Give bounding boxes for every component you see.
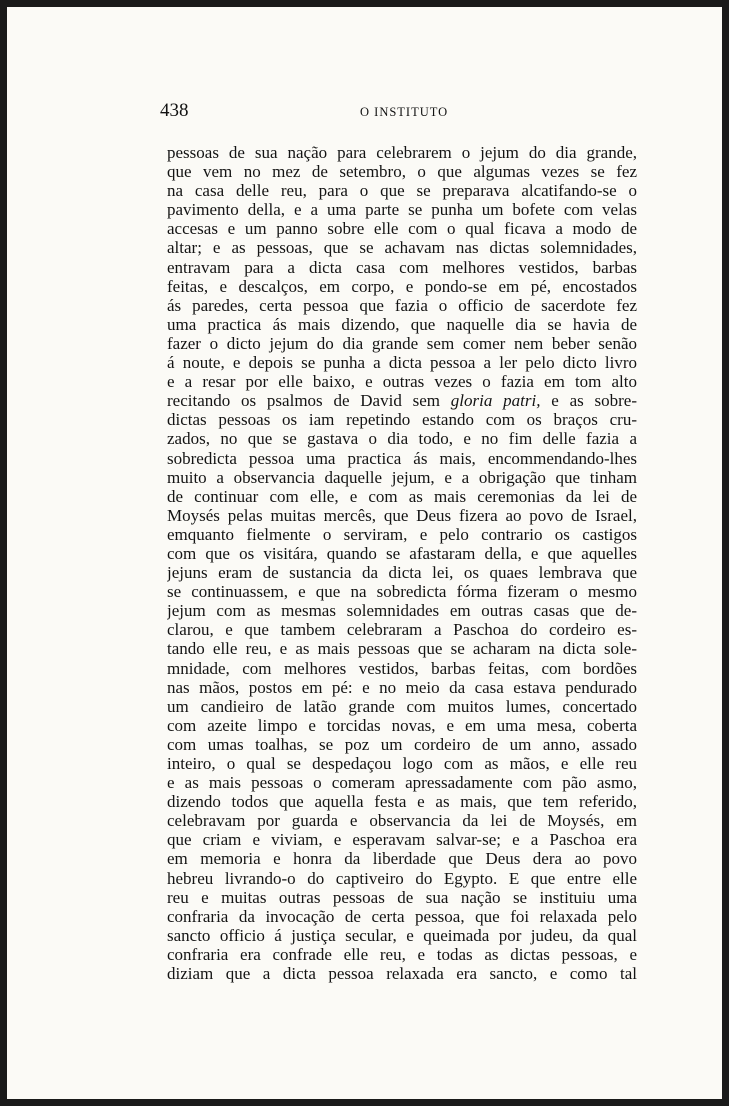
text-line: feitas, e descalços, em corpo, e pondo-se em pé, encostados xyxy=(167,276,637,296)
text-line: pavimento della, e a uma parte se punha um bofete com velas xyxy=(167,200,637,220)
text-line: zados, no que se gastava o dia todo, e no fim delle fazia a xyxy=(167,429,637,449)
text-line: inteiro, o qual se despedaçou logo com as mãos, e elle reu xyxy=(167,754,637,773)
text-line: á noute, e depois se punha a dicta pessoa a ler pelo dicto livro xyxy=(167,353,637,373)
text-line: altar; e as pessoas, que se achavam nas dictas solemnidades, xyxy=(167,238,637,258)
text-line: dictas pessoas os iam repetindo estando com os braços cru- xyxy=(167,410,637,430)
text-line: reu e muitas outras pessoas de sua nação se instituiu uma xyxy=(167,887,637,907)
text-line: tando elle reu, e as mais pessoas que se acharam na dicta sole- xyxy=(167,639,637,659)
text-line: uma practica ás mais dizendo, que naquelle dia se havia de xyxy=(167,314,637,334)
text-line: em memoria e honra da liberdade que Deus dera ao povo xyxy=(167,849,637,869)
text-line: Moysés pelas muitas mercês, que Deus fizera ao povo de Israel, xyxy=(167,505,637,525)
text-line: que vem no mez de setembro, o que algumas vezes se fez xyxy=(167,162,637,182)
text-line: hebreu livrando-o do captiveiro do Egypto. E que entre elle xyxy=(167,868,637,888)
text-line: jejum com as mesmas solemnidades em outras casas que de- xyxy=(167,601,637,621)
text-line: fazer o dicto jejum do dia grande sem comer nem beber senão xyxy=(167,333,637,353)
text-line: de continuar com elle, e com as mais ceremonias da lei de xyxy=(167,486,637,506)
text-line: confraria era confrade elle reu, e todas as dictas pessoas, e xyxy=(167,944,637,964)
text-segment: recitando os psalmos de David sem xyxy=(167,391,451,411)
text-line: entravam para a dicta casa com melhores vestidos, barbas xyxy=(167,257,637,277)
text-line: emquanto fielmente o serviram, e pelo contrario os castigos xyxy=(167,524,637,544)
text-line: dizendo todos que aquella festa e as mais, que tem referido, xyxy=(167,792,637,812)
page-number: 438 xyxy=(160,100,189,121)
text-line: pessoas de sua nação para celebrarem o jejum do dia grande, xyxy=(167,143,637,162)
text-line: se continuassem, e que na sobredicta fórma fizeram o mesmo xyxy=(167,582,637,602)
text-line: mnidade, com melhores vestidos, barbas feitas, com bordões xyxy=(167,658,637,678)
text-line: diziam que a dicta pessoa relaxada era sancto, e como tal xyxy=(167,964,637,984)
text-line: com azeite limpo e torcidas novas, e em uma mesa, coberta xyxy=(167,715,637,735)
text-line: e a resar por elle baixo, e outras vezes o fazia em tom alto xyxy=(167,372,637,392)
text-line: com umas toalhas, se poz um cordeiro de um anno, assado xyxy=(167,734,637,754)
text-line: celebravam por guarda e observancia da lei de Moysés, em xyxy=(167,811,637,831)
running-title: O INSTITUTO xyxy=(360,105,449,119)
text-line: nas mãos, postos em pé: e no meio da casa estava pendurado xyxy=(167,677,637,697)
text-line: ás paredes, certa pessoa que fazia o officio de sacerdote fez xyxy=(167,295,637,315)
text-line: um candieiro de latão grande com muitos lumes, concertado xyxy=(167,696,637,716)
text-line: muito a observancia daquelle jejum, e a obrigação que tinham xyxy=(167,467,637,487)
italic-phrase: gloria patri, xyxy=(450,391,541,411)
text-line: jejuns eram de sustancia da dicta lei, os quaes lembrava que xyxy=(167,563,637,583)
text-line: na casa delle reu, para o que se preparava alcatifando-se o xyxy=(167,181,637,201)
text-line: confraria da invocação de certa pessoa, que foi relaxada pelo xyxy=(167,906,637,926)
text-line-with-italic xyxy=(167,391,637,410)
text-line: e as mais pessoas o comeram apressadamente com pão asmo, xyxy=(167,773,637,793)
text-segment: e as sobre- xyxy=(540,391,637,411)
page xyxy=(7,7,722,1099)
body-text xyxy=(167,143,637,983)
text-line: clarou, e que tambem celebraram a Paschoa do cordeiro es- xyxy=(167,620,637,640)
text-line: sobredicta pessoa uma practica ás mais, encommendando-lhes xyxy=(167,448,637,468)
text-line: accesas e um panno sobre elle com o qual ficava a modo de xyxy=(167,219,637,239)
text-line: que criam e viviam, e esperavam salvar-se; e a Paschoa era xyxy=(167,830,637,850)
text-line: com que os visitára, quando se afastaram della, e que aquelles xyxy=(167,543,637,563)
text-line: sancto officio á justiça secular, e queimada por judeu, da qual xyxy=(167,925,637,945)
